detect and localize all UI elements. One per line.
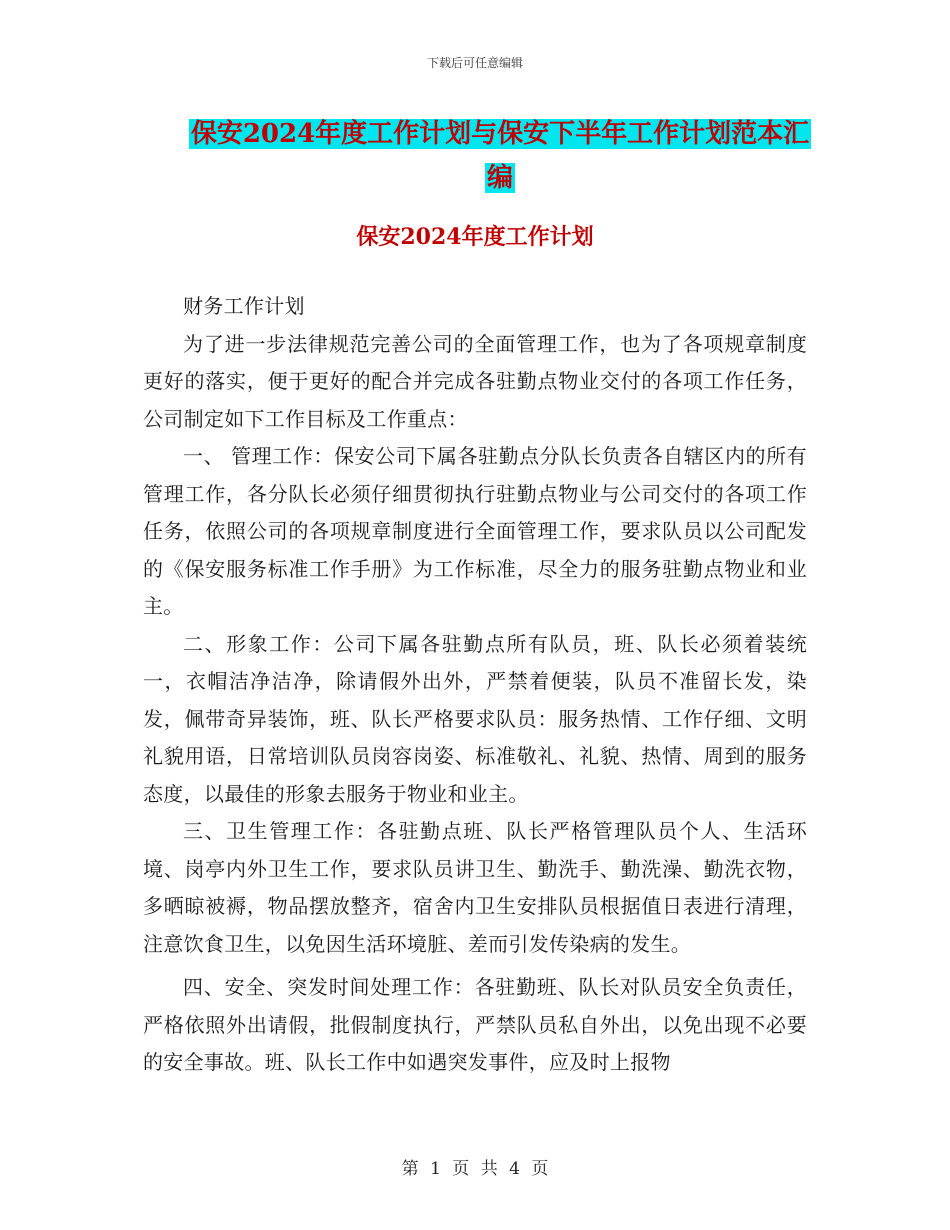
document-body: [143, 288, 807, 1082]
document-title: [130, 112, 870, 200]
document-title-line-2: 编: [486, 163, 513, 193]
header-note: 下载后可任意编辑: [426, 56, 523, 70]
paragraph-safety: 四、安全、突发时间处理工作：各驻勤班、队长对队员安全负责任，严格依照外出请假，批假制度执行，严禁队员私自外出，以免出现不必要的安全事故。班、队长工作中如遇突发事件，应及时上报物: [143, 975, 807, 1074]
paragraph-intro: 为了进一步法律规范完善公司的全面管理工作，也为了各项规章制度更好的落实，便于更好的配合并完成各驻勤点物业交付的各项工作任务，公司制定如下工作目标及工作重点：: [143, 331, 807, 431]
document-title-line-1: 保安2024年度工作计划与保安下半年工作计划范本汇: [190, 119, 810, 149]
paragraph-hygiene: 三、卫生管理工作：各驻勤点班、队长严格管理队员个人、生活环境、岗亭内外卫生工作，要求队员讲卫生、勤洗手、勤洗澡、勤洗衣物，多晒晾被褥，物品摆放整齐，宿舍内卫生安排队员根据值日表进行清理，注意饮食卫生，以免因生活环境脏、差而引发传染病的发生。: [143, 819, 807, 956]
paragraph-subtitle: 财务工作计划: [183, 294, 305, 318]
paragraph-management: 一、 管理工作：保安公司下属各驻勤点分队长负责各自辖区内的所有管理工作，各分队长必须仔细贯彻执行驻勤点物业与公司交付的各项工作任务，依照公司的各项规章制度进行全面管理工作，要求队员以公司配发的《保安服务标准工作手册》为工作标准，尽全力的服务驻勤点物业和业主。: [143, 444, 807, 618]
page-footer: 第 1 页 共 4 页: [401, 1159, 549, 1179]
section-title: 保安2024年度工作计划: [356, 224, 594, 250]
paragraph-image: 二、形象工作：公司下属各驻勤点所有队员，班、队长必须着装统一，衣帽洁净洁净，除请假外出外，严禁着便装，队员不准留长发，染发，佩带奇异装饰，班、队长严格要求队员：服务热情、工作仔细、文明礼貌用语，日常培训队员岗容岗姿、标准敬礼、礼貌、热情、周到的服务态度，以最佳的形象去服务于物业和业主。: [143, 631, 807, 806]
